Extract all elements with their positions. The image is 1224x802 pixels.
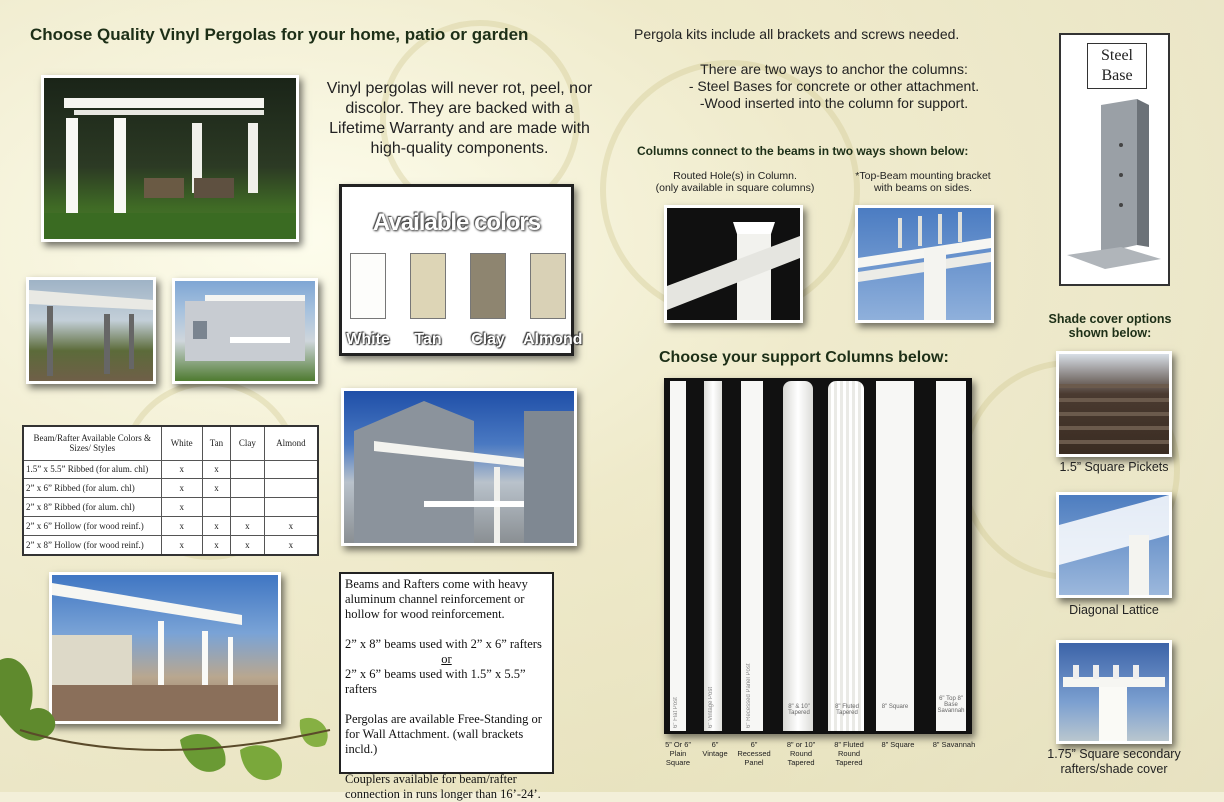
table-cell: [231, 498, 265, 517]
table-cell: x: [202, 517, 230, 536]
table-row: [23, 460, 318, 479]
photo-attached-pergola: [341, 388, 577, 546]
column-recessed-panel: [741, 381, 763, 731]
table-cell: 2” x 6” Hollow (for wood reinf.): [23, 517, 161, 536]
photo-diagonal-lattice: [1056, 492, 1172, 598]
support-columns-panel: [664, 378, 972, 734]
intro-text: Vinyl pergolas will never rot, peel, nor discolor. They are backed with a Lifetime Warranty and are made with high-quality components.: [326, 80, 593, 157]
shade-caption-lattice: Diagonal Lattice: [1069, 603, 1159, 617]
swatch-almond: [530, 253, 566, 319]
beam-rafter-table: [22, 425, 319, 556]
table-header-row: [23, 426, 318, 460]
table-cell: x: [231, 517, 265, 536]
notes-or: or: [441, 652, 452, 666]
column-vertical-label: 6" Recessed Panel Post: [746, 663, 752, 728]
connect-heading: Columns connect to the beams in two ways shown below:: [637, 144, 969, 158]
swatch-label-tan: Tan: [414, 331, 442, 348]
notes-attachment: Pergolas are available Free-Standing or for Wall Attachment. (wall brackets incld.): [345, 712, 542, 756]
column-vertical-label: 8" Fluted Tapered: [835, 704, 859, 716]
table-cell: [231, 479, 265, 498]
column-fluted-tapered: [828, 381, 864, 731]
shade-caption-rafters: [1030, 747, 1198, 777]
table-cell: x: [161, 460, 202, 479]
table-cell: 2” x 8” Ribbed (for alum. chl): [23, 498, 161, 517]
anchor-text: [634, 61, 1034, 112]
routed-caption-line-1: Routed Hole(s) in Column.: [673, 170, 797, 182]
table-cell: [264, 498, 318, 517]
column-round-tapered: [783, 381, 813, 731]
shade-heading: [1030, 312, 1190, 340]
column-vertical-label: 6" Vintage Post: [708, 686, 714, 728]
steel-base-label-line-2: Base: [1101, 67, 1133, 84]
table-row: [23, 517, 318, 536]
column-caption: 8” or 10” Round Tapered: [786, 740, 816, 767]
swatch-label-clay: Clay: [471, 331, 505, 348]
topbeam-caption: [838, 170, 1008, 194]
available-colors-panel: [339, 184, 583, 356]
columns-heading: Choose your support Columns below:: [659, 349, 949, 366]
ivy-leaves-decoration: [0, 620, 340, 792]
table-cell: [202, 498, 230, 517]
table-header-cell: Tan: [202, 426, 230, 460]
column-savannah: [936, 381, 966, 731]
column-8-square: [876, 381, 914, 731]
swatch-label-almond: Almond: [523, 331, 583, 348]
routed-caption-line-2: (only available in square columns): [655, 182, 815, 194]
swatch-label-white: White: [346, 331, 390, 348]
notes-beam-combo-1: 2” x 8” beams used with 2” x 6” rafters: [345, 637, 542, 651]
photo-routed-hole: [664, 205, 803, 323]
swatch-white: [350, 253, 386, 319]
shade-caption-rafters-line-2: rafters/shade cover: [1060, 762, 1168, 776]
steel-base-label: [1087, 43, 1147, 89]
table-cell: x: [161, 535, 202, 555]
table-cell: x: [161, 498, 202, 517]
table-header-cell: Clay: [231, 426, 265, 460]
table-cell: x: [264, 535, 318, 555]
swatch-tan: [410, 253, 446, 319]
table-cell: x: [231, 535, 265, 555]
column-vertical-label: 8" & 10" Tapered: [788, 704, 810, 716]
notes-couplers: Couplers available for beam/rafter connection in runs longer than 16’-24’.: [345, 772, 541, 801]
photo-square-pickets: [1056, 351, 1172, 457]
column-caption: 8” Savannah: [932, 740, 976, 749]
shade-heading-line-2: shown below:: [1068, 326, 1152, 340]
table-row: [23, 498, 318, 517]
anchor-line-3: -Wood inserted into the column for support.: [699, 95, 969, 111]
column-caption: 8” Square: [881, 740, 915, 749]
photo-patio-pergola: [26, 277, 156, 384]
table-cell: x: [264, 517, 318, 536]
table-header-cell: Beam/Rafter Available Colors & Sizes/ Styles: [23, 426, 161, 460]
topbeam-caption-line-1: *Top-Beam mounting bracket: [855, 170, 991, 182]
shade-caption-pickets: 1.5” Square Pickets: [1059, 460, 1169, 474]
table-cell: x: [202, 479, 230, 498]
photo-house-porch: [172, 278, 318, 384]
table-cell: x: [202, 535, 230, 555]
routed-caption: [640, 170, 830, 194]
photo-freestanding-pergola: [41, 75, 299, 242]
table-cell: x: [161, 517, 202, 536]
table-cell: 2” x 8” Hollow (for wood reinf.): [23, 535, 161, 555]
available-colors-title: Available colors: [372, 209, 541, 236]
notes-reinforcement: Beams and Rafters come with heavy aluminum channel reinforcement or hollow for wood reinforcement.: [345, 577, 528, 621]
column-vertical-label: 6" Top 8" Base Savannah: [937, 696, 965, 714]
table-cell: 2” x 6” Ribbed (for alum. chl): [23, 479, 161, 498]
table-row: [23, 535, 318, 555]
steel-base-image: [1061, 95, 1168, 285]
anchor-line-2: - Steel Bases for concrete or other attachment.: [688, 78, 980, 94]
table-cell: [264, 460, 318, 479]
table-cell: [264, 479, 318, 498]
column-caption: 8” Fluted Round Tapered: [834, 740, 864, 767]
table-header-cell: White: [161, 426, 202, 460]
steel-base-label-line-1: Steel: [1101, 47, 1133, 64]
column-vertical-label: 6" Flat Post: [673, 697, 679, 728]
steel-base-panel: [1059, 33, 1170, 286]
table-header-cell: Almond: [264, 426, 318, 460]
beam-notes-box: [339, 572, 554, 801]
table-cell: [231, 460, 265, 479]
photo-top-beam-bracket: [855, 205, 994, 323]
shade-caption-rafters-line-1: 1.75” Square secondary: [1047, 747, 1181, 761]
table-cell: x: [202, 460, 230, 479]
shade-heading-line-1: Shade cover options: [1048, 312, 1172, 326]
column-caption: 6” Vintage: [702, 740, 728, 758]
anchor-line-1: There are two ways to anchor the columns:: [700, 61, 968, 77]
topbeam-caption-line-2: with beams on sides.: [873, 182, 973, 194]
column-vertical-label: 8" Square: [881, 704, 909, 710]
column-caption: 5” Or 6” Plain Square: [665, 740, 691, 767]
swatch-clay: [470, 253, 506, 319]
table-cell: x: [161, 479, 202, 498]
table-row: [23, 479, 318, 498]
photo-secondary-rafters: [1056, 640, 1172, 744]
kits-text: Pergola kits include all brackets and screws needed.: [634, 26, 960, 42]
left-heading: Choose Quality Vinyl Pergolas for your home, patio or garden: [30, 25, 529, 44]
column-caption: 6” Recessed Panel: [737, 740, 771, 767]
table-cell: 1.5” x 5.5” Ribbed (for alum. chl): [23, 460, 161, 479]
notes-beam-combo-2: 2” x 6” beams used with 1.5” x 5.5” rafters: [345, 667, 526, 696]
